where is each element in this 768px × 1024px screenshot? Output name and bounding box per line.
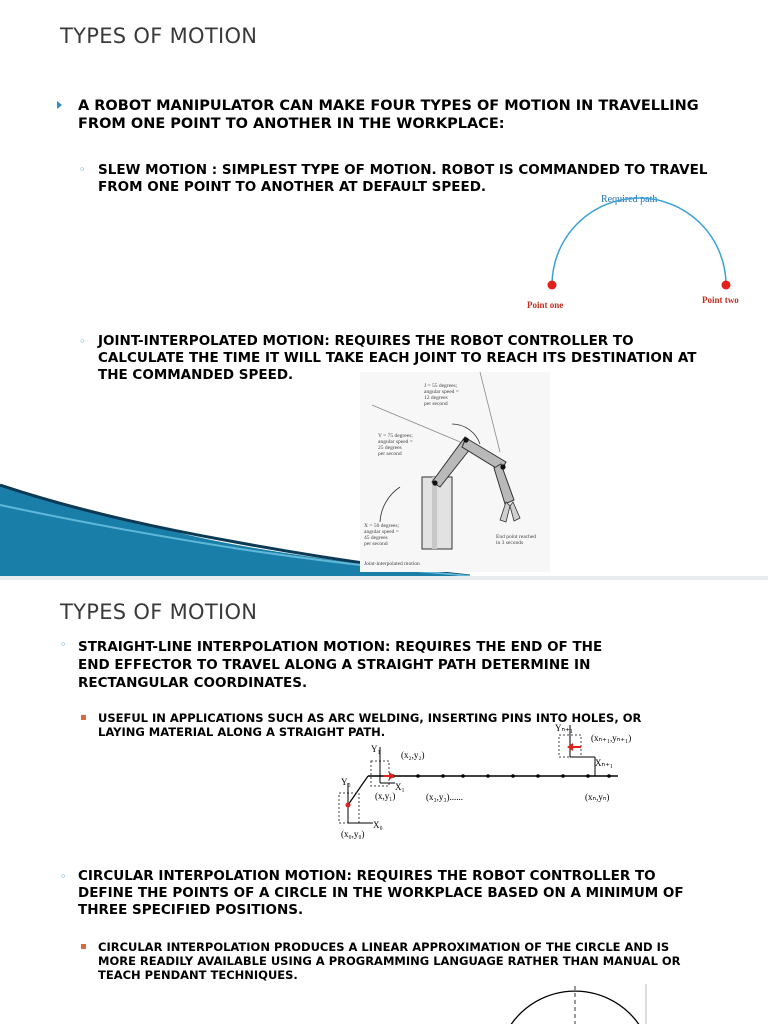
- point-two-marker: [722, 281, 731, 290]
- x1-label: X₁: [395, 782, 405, 792]
- joint-x-label-4: per second: [364, 541, 388, 547]
- bullet-slew-motion: SLEW MOTION : SIMPLEST TYPE OF MOTION. ROBOT IS COMMANDED TO TRAVEL FROM ONE POINT TO ANOTHER AT DEFAULT SPEED.: [98, 162, 708, 195]
- joint-x-label-3: 45 degrees: [364, 535, 388, 541]
- x0-label: X₀: [373, 820, 383, 830]
- joint-interpolated-robot-diagram: [360, 372, 550, 572]
- y1-label: Y₁: [371, 744, 381, 754]
- arrow-bullet-icon: [57, 101, 62, 109]
- bullet-straight-line: STRAIGHT-LINE INTERPOLATION MOTION: REQUIRES THE END OF THE END EFFECTOR TO TRAVEL ALONG A STRAIGHT PATH DETERMINE IN RECTANGULAR COORDINATES.: [78, 639, 603, 691]
- y0-label: Y₀: [341, 777, 351, 787]
- p0-label: (x₀,y₀): [341, 829, 365, 839]
- bullet-useful-applications: USEFUL IN APPLICATIONS SUCH AS ARC WELDING, INSERTING PINS INTO HOLES, OR LAYING MATERIAL ALONG A STRAIGHT PATH.: [98, 711, 642, 739]
- bullet-circular-interpolation: CIRCULAR INTERPOLATION MOTION: REQUIRES THE ROBOT CONTROLLER TO DEFINE THE POINTS OF A CIRCLE IN THE WORKPLACE BASED ON A MINIMUM OF THREE SPECIFIED POSITIONS.: [78, 868, 684, 918]
- ring-bullet-icon: ◦: [79, 335, 86, 348]
- required-path-diagram: [515, 190, 755, 315]
- square-bullet-icon: ▪: [80, 712, 87, 723]
- ring-bullet-icon: ◦: [60, 870, 67, 883]
- yn1-label: Yₙ₊₁: [555, 723, 573, 733]
- joint-x-label-2: angular speed =: [364, 529, 399, 535]
- bullet-joint-interpolated: JOINT-INTERPOLATED MOTION: REQUIRES THE ROBOT CONTROLLER TO CALCULATE THE TIME IT WILL TAKE EACH JOINT TO REACH ITS DESTINATION AT THE COMMANDED SPEED.: [98, 333, 697, 383]
- joint-x-label-1: X = 50 degrees;: [364, 523, 400, 529]
- bullet-four-types: A ROBOT MANIPULATOR CAN MAKE FOUR TYPES OF MOTION IN TRAVELLING FROM ONE POINT TO ANOTHER IN THE WORKPLACE:: [78, 98, 699, 132]
- p2-label: (x₂,y₂): [401, 750, 425, 760]
- robot-figure-caption: Joint-interpolated motion: [364, 561, 420, 567]
- joint-j-label-3: 12 degrees: [424, 395, 448, 401]
- end-point-label-1: End point reached: [496, 534, 537, 540]
- slide-1-title: TYPES OF MOTION: [60, 24, 258, 48]
- xn1-label: Xₙ₊₁: [595, 758, 613, 768]
- slide-2-title: TYPES OF MOTION: [60, 600, 258, 624]
- required-path-arc: [552, 198, 726, 285]
- joint-j-label-4: per second: [424, 401, 448, 407]
- pn1-label: (xₙ₊₁,yₙ₊₁): [591, 733, 632, 743]
- point-one-marker: [548, 281, 557, 290]
- joint-y-label-2: angular speed =: [378, 439, 413, 445]
- p3-label: (x₃,y₃)......: [426, 792, 464, 802]
- required-path-label: Required path: [601, 194, 658, 205]
- point-two-label: Point two: [702, 295, 739, 305]
- joint-y-label-4: per second: [378, 451, 402, 457]
- joint-j-label-2: angular speed =: [424, 389, 459, 395]
- bullet-circular-approximation: CIRCULAR INTERPOLATION PRODUCES A LINEAR APPROXIMATION OF THE CIRCLE AND IS MORE READILY AVAILABLE USING A PROGRAMMING LANGUAGE RATHER THAN MANUAL OR TEACH PENDANT TECHNIQUES.: [98, 940, 681, 982]
- joint-y-label-1: Y = 75 degrees;: [378, 433, 413, 439]
- slide-2: [0, 580, 768, 1024]
- pn-label: (xₙ,yₙ): [585, 792, 610, 802]
- ring-bullet-icon: ◦: [60, 638, 67, 651]
- end-point-label-2: in 3 seconds: [496, 540, 524, 546]
- point-one-label: Point one: [527, 300, 564, 310]
- square-bullet-icon: ▪: [80, 941, 87, 952]
- circular-interpolation-diagram: [500, 984, 650, 1024]
- joint-y-label-3: 25 degrees: [378, 445, 402, 451]
- straight-line-diagram: [333, 723, 633, 841]
- joint-j-label-1: J = 55 degrees;: [424, 383, 458, 389]
- ring-bullet-icon: ◦: [79, 163, 86, 176]
- p1-label: (x,y₁): [375, 791, 396, 801]
